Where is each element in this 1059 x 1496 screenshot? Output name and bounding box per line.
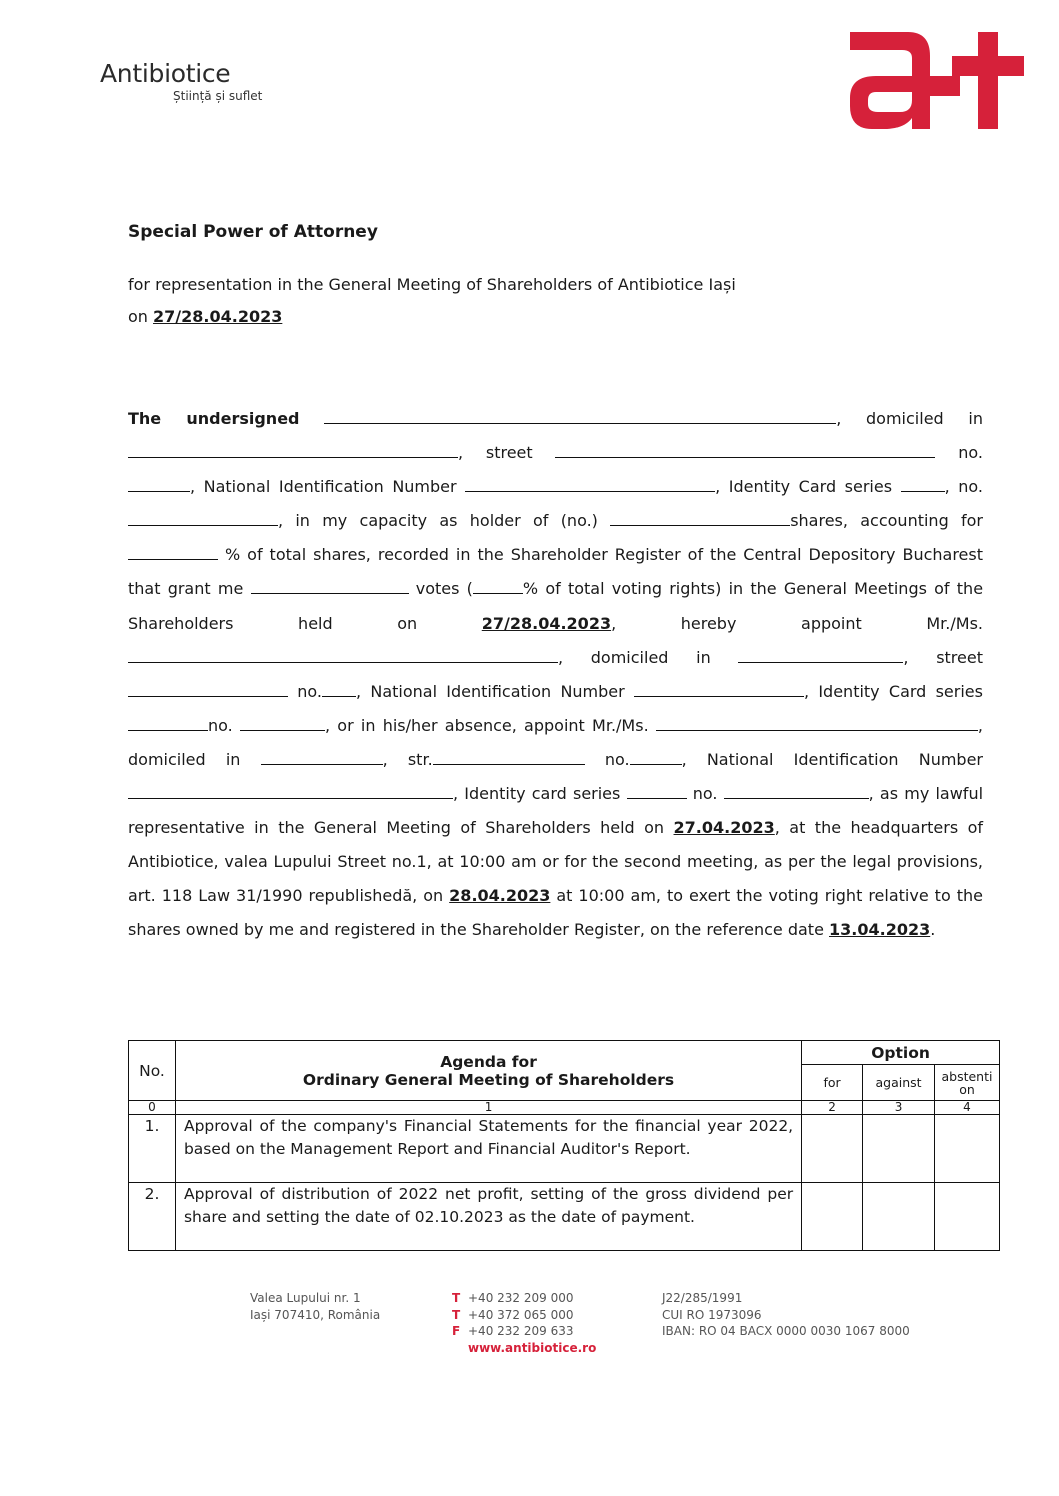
option-abstention-header: abstenti on	[934, 1065, 999, 1101]
index-cell: 4	[934, 1101, 999, 1115]
id-series-field[interactable]	[901, 477, 945, 492]
body-text: , National Identification Number	[681, 749, 983, 769]
body-text: ,	[944, 477, 950, 497]
body-text: votes (	[415, 579, 473, 599]
tax-id: CUI RO 1973096	[662, 1307, 762, 1322]
address-line: Valea Lupului nr. 1	[250, 1291, 361, 1305]
proxy-body-text	[128, 402, 983, 948]
table-row	[129, 1183, 1000, 1251]
body-text: at 10:00 am, to exert the voting right relative to the shares owned by me and registered in the Shareholder Register, on the reference date	[128, 886, 983, 940]
option-header: Option	[802, 1041, 1000, 1065]
body-text: , domiciled in	[128, 715, 983, 769]
index-cell: 0	[129, 1101, 176, 1115]
brand-name: Antibiotice	[100, 59, 231, 88]
body-text: , str.	[382, 749, 433, 769]
representative-id-series-field[interactable]	[128, 716, 208, 731]
representative-street-number-field[interactable]	[322, 682, 356, 697]
option-against-header: against	[863, 1065, 935, 1101]
phone-label: T	[452, 1291, 461, 1305]
representative-id-number-field[interactable]	[240, 716, 325, 731]
body-text: , domiciled in	[558, 647, 711, 667]
phone-number: +40 232 209 000	[468, 1291, 574, 1305]
fax-number: +40 232 209 633	[468, 1324, 574, 1338]
address-line: Iași 707410, România	[250, 1307, 381, 1322]
street-field[interactable]	[555, 443, 935, 458]
body-text: , at the headquarters of Antibiotice, valea Lupului Street no.1, at 10:00 am or for the second meeting, as per the legal provisions, art. 118 Law 31/1990 republishedă, on	[128, 818, 984, 906]
fax-line	[452, 1323, 596, 1340]
phone-label: T	[452, 1307, 461, 1322]
subtitle-date-line	[128, 301, 736, 333]
body-text: no.	[297, 681, 322, 701]
alternate-id-number-field[interactable]	[724, 784, 869, 799]
body-text: , street	[458, 443, 533, 463]
body-text: no.	[958, 443, 983, 463]
document-title: Special Power of Attorney	[128, 222, 378, 242]
shares-count-field[interactable]	[610, 511, 790, 526]
item-number: 1.	[129, 1115, 176, 1183]
table-row	[129, 1115, 1000, 1183]
shares-percent-field[interactable]	[128, 545, 218, 560]
alternate-street-number-field[interactable]	[630, 750, 682, 765]
vote-abstention-cell[interactable]	[934, 1183, 999, 1251]
name-field[interactable]	[324, 409, 836, 424]
index-cell: 1	[175, 1101, 801, 1115]
representative-name-field[interactable]	[128, 648, 558, 663]
vote-for-cell[interactable]	[802, 1183, 863, 1251]
domicile-field[interactable]	[128, 443, 458, 458]
agenda-header	[175, 1041, 801, 1101]
alternate-street-field[interactable]	[433, 750, 585, 765]
brand-wordmark	[100, 60, 262, 103]
iban: IBAN: RO 04 BACX 0000 0030 1067 8000	[662, 1324, 910, 1338]
body-text: shares, accounting for	[790, 511, 984, 531]
vote-abstention-cell[interactable]	[934, 1115, 999, 1183]
website-link[interactable]: www.antibiotice.ro	[468, 1340, 597, 1355]
voting-percent-field[interactable]	[473, 579, 523, 594]
representative-street-field[interactable]	[128, 682, 288, 697]
brand-tagline: Știință și suflet	[173, 89, 263, 103]
body-text: , or in his/her absence, appoint Mr./Ms.	[324, 715, 649, 735]
body-text: , street	[903, 647, 983, 667]
body-text: , National Identification Number	[356, 681, 625, 701]
body-text: no.	[692, 784, 718, 804]
body-text: , domiciled in	[836, 409, 983, 428]
footer-address	[250, 1290, 380, 1323]
index-row	[129, 1101, 1000, 1115]
body-text: , in my capacity as holder of (no.)	[278, 511, 598, 531]
document-subtitle	[128, 269, 736, 333]
item-number: 2.	[129, 1183, 176, 1251]
body-text: , National Identification Number	[190, 477, 457, 497]
phone-line	[452, 1307, 596, 1324]
footer-contacts	[452, 1290, 596, 1356]
subtitle-line: for representation in the General Meeting of Shareholders of Antibiotice Iași	[128, 275, 736, 294]
body-text: , hereby appoint Mr./Ms.	[611, 613, 983, 633]
agenda-title-line: Ordinary General Meeting of Shareholders	[302, 1070, 675, 1089]
agenda-title-line: Agenda for	[440, 1052, 537, 1071]
footer-registration	[662, 1290, 910, 1340]
alternate-name-field[interactable]	[656, 716, 978, 731]
meeting-date: 27/28.04.2023	[153, 307, 283, 326]
body-text: , Identity Card series	[715, 477, 893, 497]
vote-for-cell[interactable]	[802, 1115, 863, 1183]
col-no-header: No.	[129, 1041, 176, 1101]
body-text: % of total voting rights) in the General Meetings of the Shareholders held on	[128, 579, 984, 633]
alternate-national-id-field[interactable]	[128, 784, 453, 799]
body-text: no.	[958, 477, 984, 497]
votes-field[interactable]	[251, 579, 409, 594]
national-id-field[interactable]	[465, 477, 715, 492]
agenda-table	[128, 1040, 1000, 1251]
body-text: no.	[604, 749, 630, 769]
phone-number: +40 372 065 000	[468, 1307, 574, 1322]
meeting-date: 27/28.04.2023	[481, 613, 612, 633]
option-for-header: for	[802, 1065, 863, 1101]
fax-label: F	[452, 1324, 461, 1338]
id-number-field[interactable]	[128, 511, 278, 526]
reference-date: 13.04.2023	[829, 920, 931, 940]
index-cell: 3	[863, 1101, 935, 1115]
table-header-row	[129, 1041, 1000, 1065]
subtitle-on: on	[128, 307, 154, 326]
vote-against-cell[interactable]	[863, 1183, 935, 1251]
alternate-domicile-field[interactable]	[261, 750, 383, 765]
first-meeting-date: 27.04.2023	[673, 818, 775, 838]
a-plus-logo	[846, 28, 1026, 133]
vote-against-cell[interactable]	[863, 1115, 935, 1183]
representative-domicile-field[interactable]	[738, 648, 903, 663]
body-text: no.	[208, 715, 233, 735]
item-text: Approval of the company's Financial Statements for the financial year 2022, based on the Management Report and Financial Auditor's Report.	[175, 1115, 801, 1183]
registration-number: J22/285/1991	[662, 1291, 743, 1305]
index-cell: 2	[802, 1101, 863, 1115]
second-meeting-date: 28.04.2023	[449, 886, 551, 906]
street-number-field[interactable]	[128, 477, 190, 492]
body-text: , as my lawful representative in the General Meeting of Shareholders held on	[128, 784, 984, 838]
body-text: .	[930, 920, 936, 940]
body-text: The undersigned	[128, 409, 300, 428]
alternate-id-series-field[interactable]	[627, 784, 687, 799]
representative-national-id-field[interactable]	[634, 682, 804, 697]
body-text: , Identity Card series	[803, 681, 983, 701]
item-text: Approval of distribution of 2022 net profit, setting of the gross dividend per share and setting the date of 02.10.2023 as the date of payment.	[175, 1183, 801, 1251]
body-text: , Identity card series	[453, 784, 621, 804]
body-text: % of total shares, recorded in the Shareholder Register of the Central Depository Bucharest that grant me	[128, 545, 984, 599]
phone-line	[452, 1290, 596, 1307]
